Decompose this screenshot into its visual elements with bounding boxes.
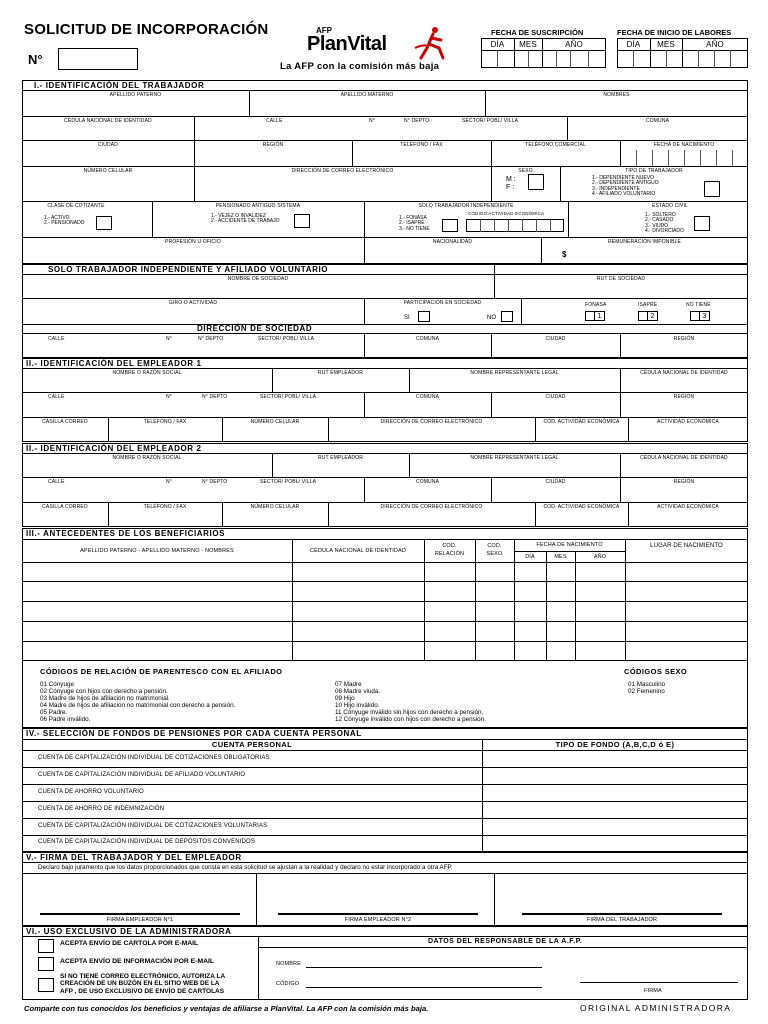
remuneracion-label: REMUNERACIÓN IMPONIBLE: [607, 239, 682, 245]
ben-relacion-header: RELACIÓN: [434, 551, 465, 557]
numero-label: N°: [369, 118, 375, 124]
e2-celular-label: NÚMERO CELULAR: [250, 504, 300, 510]
tipo-trabajador-options: [592, 176, 659, 198]
cuenta-row: CUENTA DE CAPITALIZACIÓN INDIVIDUAL DE AFILIADO VOLUNTARIO: [38, 772, 246, 778]
isapre-code: [647, 311, 658, 321]
firma-responsable-line[interactable]: [580, 982, 738, 983]
tipo-trabajador-checkbox[interactable]: [704, 181, 720, 197]
code-item: 01 Cónyuge: [40, 681, 74, 688]
soc-sector-label: SECTOR/ POBL/ VILLA: [258, 336, 315, 342]
e1-actividad-label: ACTIVIDAD ECONÓMICA: [657, 419, 719, 425]
salud-checkbox[interactable]: [442, 219, 458, 232]
ben-lugar-header: LUGAR DE NACIMIENTO: [650, 543, 723, 549]
correo-label: DIRECCIÓN DE CORREO ELECTRÓNICO: [291, 168, 394, 174]
estado-civil-option: 2.- CASADO: [645, 217, 674, 224]
empleador-1-title: II.- IDENTIFICACIÓN DEL EMPLEADOR 1: [26, 359, 202, 368]
ben-cedula-header: CÉDULA NACIONAL DE IDENTIDAD: [310, 548, 406, 554]
buzon-line: AFP , DE USO EXCLUSIVO DE ENVÍO DE CARTOLAS: [60, 987, 225, 995]
declaration-text: Declaro bajo juramento que los datos proporcionados que consta en esta solicitud se ajustan a la realidad y declaro no estar incorporado a otra AFP.: [38, 864, 453, 871]
direccion-sociedad-title: DIRECCIÓN DE SOCIEDAD: [197, 324, 313, 333]
no-tiene-code: [699, 311, 710, 321]
pensionado-option: 2.- ACCIDENTE DE TRABAJO: [211, 218, 280, 225]
firma-empleador-2: FIRMA EMPLEADOR N°2: [344, 917, 412, 923]
fi-anio: AÑO: [706, 40, 724, 49]
no-checkbox[interactable]: [501, 311, 513, 322]
runner-icon: [413, 26, 453, 60]
depto-label: N° DEPTO: [404, 118, 430, 124]
rut-sociedad-label: RUT DE SOCIEDAD: [596, 276, 646, 282]
sexo-checkbox[interactable]: [528, 174, 544, 190]
clase-option: 1.- ACTIVO: [44, 215, 70, 221]
e2-cedula-label: CÉDULA NACIONAL DE IDENTIDAD: [640, 455, 728, 461]
sexo-m: M :: [506, 176, 516, 183]
salud-option: 1.- FONASA: [399, 215, 427, 221]
form-number-field[interactable]: [58, 48, 138, 70]
form-title: SOLICITUD DE INCORPORACIÓN: [24, 21, 269, 38]
e1-representante-label: NOMBRE REPRESENTANTE LEGAL: [470, 370, 559, 376]
salud-option: 2.- ISAPRE: [399, 220, 425, 227]
section-5-title: V.- FIRMA DEL TRABAJADOR Y DEL EMPLEADOR: [26, 853, 242, 862]
buzon-line: SI NO TIENE CORREO ELECTRÓNICO, AUTORIZA LA: [60, 973, 226, 980]
soc-calle-label: CALLE: [48, 336, 65, 342]
cuenta-row: CUENTA DE CAPITALIZACIÓN INDIVIDUAL DE COTIZACIONES VOLUNTARIAS: [38, 823, 268, 829]
ciudad-label: CIUDAD: [97, 142, 119, 148]
estado-civil-option: 3.- VIUDO: [645, 222, 669, 229]
giro-label: GIRO O ACTIVIDAD: [168, 300, 218, 306]
fs-mes: MES: [519, 40, 537, 49]
code-item: 12 Cónyuge inválido con hijos con derecho a pensión.: [335, 716, 486, 723]
section-4-title: IV.- SELECCIÓN DE FONDOS DE PENSIONES POR CADA CUENTA PERSONAL: [26, 729, 362, 738]
fi-dia: DÍA: [626, 40, 641, 49]
telefono-comercial-label: TELÉFONO COMERCIAL: [525, 142, 586, 148]
footer-copy-label: ORIGINAL ADMINISTRADORA: [580, 1003, 732, 1013]
codes-sexo-list: [628, 681, 665, 695]
e2-cod-actividad-label: COD. ACTIVIDAD ECONÓMICA: [543, 504, 620, 510]
e1-calle-label: CALLE: [48, 394, 65, 400]
codes-right-list: [335, 681, 486, 723]
fecha-suscripcion-label: FECHA DE SUSCRIPCIÓN: [491, 28, 584, 37]
calle-label: CALLE: [266, 118, 283, 124]
pensionado-options: [211, 214, 280, 225]
e1-region-label: REGIÓN: [673, 394, 695, 400]
responsable-title: DATOS DEL RESPONSABLE DE LA A.F.P.: [428, 938, 583, 945]
ben-dia-header: DÍA: [525, 554, 535, 560]
fi-mes: MES: [657, 40, 675, 49]
estado-civil-options: [645, 213, 684, 235]
soc-numero-label: N°: [166, 336, 172, 342]
tipo-option: 2.- DEPENDIENTE ANTIGUO: [592, 180, 659, 187]
e2-numero-label: N°: [166, 479, 172, 485]
code-item: 08 Madre viuda.: [335, 688, 381, 695]
sexo-f: F :: [506, 184, 515, 191]
cartola-email-checkbox[interactable]: [38, 939, 54, 953]
no-tiene-code-text: 3: [702, 313, 707, 320]
e2-comuna-label: COMUNA: [415, 479, 440, 485]
code-item: 06 Padre inválido.: [40, 716, 91, 723]
code-item: 07 Madre: [335, 681, 362, 688]
si-label: SI: [404, 315, 410, 321]
profesion-label: PROFESIÓN U OFICIO: [165, 239, 221, 245]
salud-options: [399, 216, 430, 232]
fonasa-code-text: 1: [597, 313, 602, 320]
tipo-option: 1.- DEPENDIENTE NUEVO: [592, 175, 654, 181]
code-item: 01 Masculino: [628, 681, 666, 688]
section-1-title: I.- IDENTIFICACIÓN DEL TRABAJADOR: [34, 81, 205, 90]
ben-mes-header: MES: [554, 554, 567, 560]
ben-cod-relacion-header: COD.: [442, 543, 457, 549]
codes-title: CÓDIGOS DE RELACIÓN DE PARENTESCO CON EL AFILIADO: [40, 667, 283, 676]
cuenta-row: CUENTA DE AHORRO VOLUNTARIO: [38, 789, 144, 795]
nombres-label: NOMBRES: [603, 92, 630, 98]
number-label: N°: [28, 52, 43, 67]
fecha-inicio-label: FECHA DE INICIO DE LABORES: [617, 28, 732, 37]
cuenta-row: CUENTA DE CAPITALIZACIÓN INDIVIDUAL DE COTIZACIONES OBLIGATORIAS: [38, 755, 270, 761]
e2-razon-social-label: NOMBRE O RAZÓN SOCIAL: [112, 455, 182, 461]
cuenta-personal-header: CUENTA PERSONAL: [211, 740, 293, 749]
e1-depto-label: N° DEPTO: [202, 394, 228, 400]
apellido-paterno-label: APELLIDO PATERNO: [109, 92, 162, 98]
e1-ciudad-label: CIUDAD: [545, 394, 566, 400]
firma-trabajador: FIRMA DEL TRABAJADOR: [586, 917, 658, 923]
code-item: 09 Hijo: [335, 695, 355, 702]
no-label: NO: [487, 315, 496, 321]
nombre-sociedad-label: NOMBRE DE SOCIEDAD: [227, 276, 289, 282]
pensionado-option: 1.- VEJEZ O INVALIDEZ: [211, 213, 266, 219]
clase-cotizante-label: CLASE DE COTIZANTE: [47, 203, 105, 209]
soc-region-label: REGIÓN: [673, 336, 695, 342]
no-tiene-label: NO TIENE: [686, 302, 711, 308]
cartola-email-label: ACEPTA ENVÍO DE CARTOLA POR E-MAIL: [60, 940, 199, 947]
e2-telefono-label: TELÉFONO / FAX: [143, 504, 187, 510]
code-item: 05 Padre.: [40, 709, 68, 716]
currency-symbol: $: [562, 250, 567, 259]
clase-options: [44, 216, 85, 227]
fonasa-code: [594, 311, 605, 321]
tipo-fondo-header: TIPO DE FONDO (A,B,C,D ó E): [555, 740, 675, 749]
sexo-label: SEXO: [518, 168, 533, 174]
e1-casilla-label: CASILLA CORREO: [42, 419, 88, 425]
e1-telefono-label: TELÉFONO / FAX: [143, 419, 187, 425]
e1-sector-label: SECTOR/ POBL/ VILLA: [260, 394, 317, 400]
salud-option: 3.- NO TIENE: [399, 225, 430, 232]
soc-comuna-label: COMUNA: [415, 336, 440, 342]
afp-logo: [305, 24, 455, 64]
region-label: REGIÓN: [262, 142, 284, 148]
soc-depto-label: N° DEPTO: [198, 336, 224, 342]
code-item: 02 Cónyuge con hijos con derecho a pensión.: [40, 688, 168, 695]
e2-depto-label: N° DEPTO: [202, 479, 228, 485]
e2-rut-label: RUT EMPLEADOR: [318, 455, 363, 461]
e2-correo-label: DIRECCIÓN DE CORREO ELECTRÓNICO: [380, 504, 483, 510]
pensionado-label: PENSIONADO ANTIGUO SISTEMA: [215, 203, 301, 209]
apellido-materno-label: APELLIDO MATERNO: [340, 92, 394, 98]
e2-actividad-label: ACTIVIDAD ECONÓMICA: [657, 504, 719, 510]
isapre-code-text: 2: [650, 313, 655, 320]
tipo-trabajador-label: TIPO DE TRABAJADOR: [625, 168, 683, 174]
celular-label: NÚMERO CELULAR: [83, 168, 133, 174]
solo-independiente-label: SOLO TRABAJADOR INDEPENDIENTE: [418, 203, 514, 209]
fecha-nacimiento-label: FECHA DE NACIMIENTO: [653, 142, 715, 148]
ben-cod-sexo-header: COD.: [487, 543, 502, 549]
e1-numero-label: N°: [166, 394, 172, 400]
participacion-label: PARTICIPACIÓN EN SOCIEDAD: [403, 300, 482, 306]
e1-celular-label: NÚMERO CELULAR: [250, 419, 300, 425]
code-item: 10 Hijo inválido.: [335, 702, 380, 709]
sector-label: SECTOR/ POBL/ VILLA: [462, 118, 519, 124]
comuna-label: COMUNA: [645, 118, 670, 124]
nombre-field[interactable]: [306, 967, 542, 968]
e2-casilla-label: CASILLA CORREO: [42, 504, 88, 510]
ben-sexo-header: SEXO: [486, 551, 503, 557]
informacion-email-checkbox[interactable]: [38, 957, 54, 971]
code-item: 03 Madre de hijos de afiliación no matrimonial.: [40, 695, 170, 702]
clase-checkbox[interactable]: [96, 216, 112, 230]
e2-ciudad-label: CIUDAD: [545, 479, 566, 485]
buzon-line: CREACIÓN DE UN BUZÓN EN EL SITIO WEB DE LA: [60, 980, 220, 988]
empleador-2-title: II.- IDENTIFICACIÓN DEL EMPLEADOR 2: [26, 444, 202, 453]
cuenta-row: CUENTA DE CAPITALIZACIÓN INDIVIDUAL DE DEPÓSITOS CONVENIDOS: [38, 839, 255, 845]
fonasa-label: FONASA: [585, 302, 607, 308]
e1-comuna-label: COMUNA: [415, 394, 440, 400]
e2-representante-label: NOMBRE REPRESENTANTE LEGAL: [470, 455, 559, 461]
independiente-title: SOLO TRABAJADOR INDEPENDIENTE Y AFILIADO VOLUNTARIO: [48, 265, 329, 274]
pensionado-checkbox[interactable]: [294, 214, 310, 228]
nombre-label: NOMBRE: [276, 961, 302, 967]
codes-left-list: [40, 681, 235, 723]
footer-slogan: Comparte con tus conocidos los beneficios y ventajas de afiliarse a PlanVital. La AFP con la comisión más baja.: [24, 1004, 429, 1013]
tipo-option: 4.- AFILIADO VOLUNTARIO: [592, 191, 656, 198]
e1-correo-label: DIRECCIÓN DE CORREO ELECTRÓNICO: [380, 419, 483, 425]
isapre-label: ISAPRE: [638, 302, 658, 308]
cedula-label: CÉDULA NACIONAL DE IDENTIDAD: [64, 118, 152, 124]
e2-region-label: REGIÓN: [673, 479, 695, 485]
codigo-actividad-label: CÓDIGO ACTIVIDAD ECONÓMICA: [468, 211, 545, 216]
soc-ciudad-label: CIUDAD: [545, 336, 566, 342]
firma-responsable-label: FIRMA: [644, 988, 662, 994]
codigo-field[interactable]: [306, 987, 542, 988]
e1-cedula-label: CÉDULA NACIONAL DE IDENTIDAD: [640, 370, 728, 376]
clase-option: 2.- PENSIONADO: [44, 220, 85, 227]
e1-razon-social-label: NOMBRE O RAZÓN SOCIAL: [112, 370, 182, 376]
e2-calle-label: CALLE: [48, 479, 65, 485]
logo-brand: PlanVital: [307, 33, 387, 55]
ben-anio-header: AÑO: [593, 554, 607, 560]
buzon-checkbox[interactable]: [38, 978, 54, 992]
tagline: La AFP con la comisión más baja: [280, 61, 440, 72]
firma-empleador-1: FIRMA EMPLEADOR N°1: [106, 917, 174, 923]
ben-fecha-header: FECHA DE NACIMIENTO: [536, 542, 603, 548]
e1-rut-label: RUT EMPLEADOR: [318, 370, 363, 376]
telefono-label: TELÉFONO / FAX: [400, 142, 443, 148]
ben-nombres-header: APELLIDO PATERNO - APELLIDO MATERNO - NOMBRES: [80, 548, 234, 554]
code-item: 04 Madre de hijos de afiliación no matrimonial con derecho a pensión.: [40, 702, 236, 709]
fs-anio: AÑO: [565, 40, 583, 49]
section-3-title: III.- ANTECEDENTES DE LOS BENEFICIARIOS: [26, 529, 226, 538]
code-item: 02 Femenino: [628, 688, 665, 695]
fs-dia: DÍA: [490, 40, 505, 49]
e2-sector-label: SECTOR/ POBL/ VILLA: [260, 479, 317, 485]
e1-cod-actividad-label: COD. ACTIVIDAD ECONÓMICA: [543, 419, 620, 425]
estado-civil-label: ESTADO CIVIL: [652, 203, 688, 209]
nacionalidad-label: NACIONALIDAD: [432, 239, 473, 245]
informacion-email-label: ACEPTA ENVÍO DE INFORMACIÓN POR E-MAIL: [60, 958, 215, 965]
tipo-option: 3.- INDEPENDIENTE: [592, 185, 640, 192]
codigo-label: CÓDIGO: [276, 981, 300, 987]
estado-civil-option: 1.- SOLTERO: [645, 212, 676, 218]
codes-sexo-title: CÓDIGOS SEXO: [624, 667, 688, 676]
section-6-title: VI.- USO EXCLUSIVO DE LA ADMINISTRADORA: [26, 927, 232, 936]
buzon-label: [60, 973, 225, 995]
estado-civil-checkbox[interactable]: [694, 216, 710, 231]
logo-prefix: AFP: [316, 26, 332, 35]
code-item: 11 Cónyuge inválido sin hijos con derecho a pensión.: [335, 709, 484, 716]
estado-civil-option: 4.- DIVORCIADO: [645, 228, 684, 235]
si-checkbox[interactable]: [418, 311, 430, 322]
cuenta-row: CUENTA DE AHORRO DE INDEMNIZACIÓN: [38, 806, 165, 812]
